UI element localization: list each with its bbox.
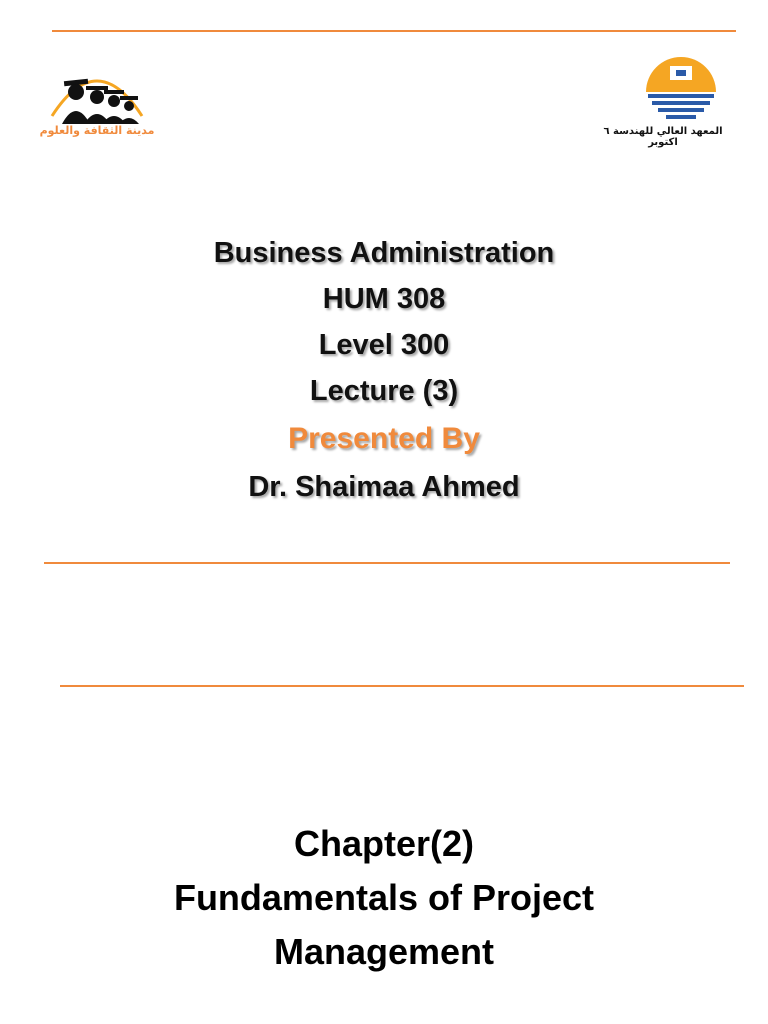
institute-arabic-name: المعهد العالي للهندسة ٦ اكتوبر bbox=[603, 126, 723, 148]
chapter-title-line-1: Fundamentals of Project bbox=[173, 877, 595, 918]
top-rule bbox=[52, 30, 736, 32]
slide-2 bbox=[0, 512, 768, 1024]
institute-emblem-icon bbox=[640, 52, 722, 122]
graduates-emblem-icon bbox=[38, 52, 156, 124]
logo-arabic-text: مدينة الثقافة والعلوم bbox=[39, 124, 155, 137]
course-title-block bbox=[0, 230, 768, 510]
course-code: HUM 308 bbox=[322, 283, 446, 315]
chapter-title-block bbox=[0, 817, 768, 979]
institute-emblem-logo bbox=[640, 52, 722, 122]
presented-by-label: Presented By bbox=[288, 422, 480, 455]
course-name: Business Administration bbox=[213, 237, 555, 269]
chapter-number: Chapter(2) bbox=[293, 823, 475, 864]
lecture-number: Lecture (3) bbox=[309, 375, 459, 407]
top-rule-slide-2 bbox=[60, 685, 744, 687]
chapter-title-line-2: Management bbox=[273, 931, 495, 972]
presenter-name: Dr. Shaimaa Ahmed bbox=[248, 471, 520, 503]
course-level: Level 300 bbox=[318, 329, 450, 361]
